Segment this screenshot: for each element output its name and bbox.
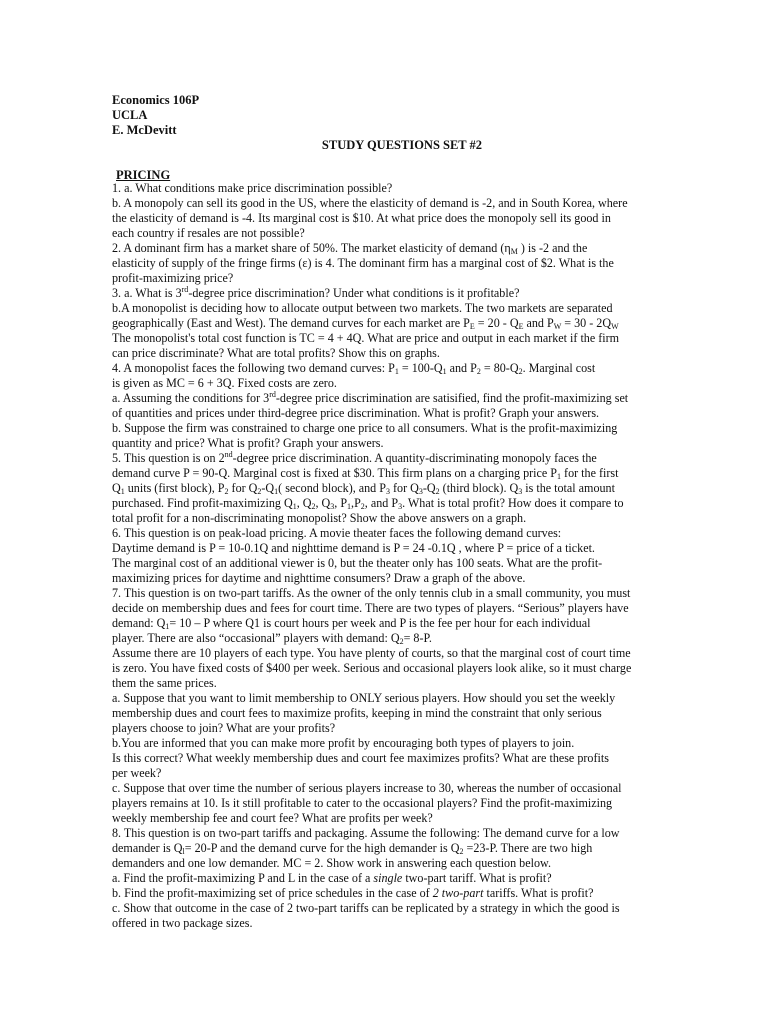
text-line: quantity and price? What is profit? Graph your answers.	[112, 436, 384, 450]
text-line: total profit for a non-discriminating monopolist? Show the above answers on a graph.	[112, 511, 527, 525]
text-line: players choose to join? What are your profits?	[112, 721, 336, 735]
text-line: The marginal cost of an additional viewer is 0, but the theater only has 100 seats. What are the profit-	[112, 556, 603, 570]
text-line: 2. A dominant firm has a market share of 50%. The market elasticity of demand ($\eta_M$ ) is -2 and the	[112, 241, 588, 256]
text-line: Daytime demand is P = 10-0.1Q and nighttime demand is P = 24 -0.1Q , where P = price of a ticket.	[112, 541, 595, 555]
text-line: can price discriminate? What are total profits? Show this on graphs.	[112, 346, 440, 360]
text-line: 5. This question is on 2nd-degree price discrimination. A quantity-discriminating monopoly faces the	[112, 451, 597, 465]
text-line: b.A monopolist is deciding how to allocate output between two markets. The two markets are separated	[112, 301, 613, 315]
text-line: weekly membership fee and court fee? What are profits per week?	[112, 811, 433, 825]
instructor-name: E. McDevitt	[112, 123, 177, 137]
text-line: a. Assuming the conditions for 3rd-degree price discrimination are satisified, find the profit-maximizing set	[112, 391, 629, 405]
text-line: a. Find the profit-maximizing P and L in the case of a single two-part tariff. What is profit?	[112, 871, 552, 885]
text-line: demand curve P = 90-Q. Marginal cost is fixed at $30. This firm plans on a charging price $P_1$ for the first	[112, 466, 619, 481]
text-line: c. Show that outcome in the case of 2 two-part tariffs can be replicated by a strategy in which the good is	[112, 901, 620, 915]
text-line: is given as MC = 6 + 3Q. Fixed costs are zero.	[112, 376, 337, 390]
text-line: of quantities and prices under third-degree price discrimination. What is profit? Graph your answers.	[112, 406, 600, 420]
text-line: 7. This question is on two-part tariffs. As the owner of the only tennis club in a small community, you must	[112, 586, 631, 600]
text-line: b. A monopoly can sell its good in the US, where the elasticity of demand is -2, and in South Korea, where	[112, 196, 628, 210]
text-line: player. There are also “occasional” players with demand: $Q_2= 8-P$.	[112, 631, 432, 646]
text-line: 6. This question is on peak-load pricing. A movie theater faces the following demand curves:	[112, 526, 562, 540]
text-line: 1. a. What conditions make price discrimination possible?	[112, 181, 393, 195]
text-line: them the same prices.	[112, 676, 217, 690]
text-line: decide on membership dues and fees for court time. There are two types of players. “Serious” players have	[112, 601, 629, 615]
text-line: a. Suppose that you want to limit membership to ONLY serious players. How should you set the weekly	[112, 691, 616, 705]
text-line: membership dues and court fees to maximize profits, keeping in mind the constraint that only serious	[112, 706, 602, 720]
section-heading: PRICING	[116, 168, 171, 182]
document-body	[112, 181, 652, 931]
text-line: Assume there are 10 players of each type. You have plenty of courts, so that the marginal cost of court time	[112, 646, 631, 660]
document-title: STUDY QUESTIONS SET #2	[321, 138, 483, 152]
text-line: demander is $Q_l= 20-P$ and the demand curve for the high demander is $Q_2 =23-P$. There are two high	[112, 841, 593, 856]
school-name: UCLA	[112, 108, 148, 122]
text-line: demand: $Q_1= 10 - P$ where Q1 is court hours per week and P is the fee per hour for each individual	[112, 616, 591, 631]
text-line: c. Suppose that over time the number of serious players increase to 30, whereas the number of occasional	[112, 781, 622, 795]
course-name: Economics 106P	[112, 93, 200, 107]
text-line: b.You are informed that you can make more profit by encouraging both types of players to join.	[112, 736, 575, 750]
text-line: 8. This question is on two-part tariffs and packaging. Assume the following: The demand curve for a low	[112, 826, 620, 840]
text-line: 3. a. What is 3rd-degree price discrimination? Under what conditions is it profitable?	[112, 286, 520, 300]
text-line: profit-maximizing price?	[112, 271, 234, 285]
text-line: maximizing prices for daytime and nighttime consumers? Draw a graph of the above.	[112, 571, 526, 585]
text-line: per week?	[112, 766, 162, 780]
text-line: purchased. Find profit-maximizing $Q_1$, $Q_2$, $Q_3$, $P_1,P_2$, and $P_3$. What is total profit? How does it compare to	[112, 496, 624, 511]
text-line: 4. A monopolist faces the following two demand curves: $P_1 = 100-Q_1$ and $P_2 = 80-Q_2$. Marginal cost	[112, 361, 596, 376]
document-header	[112, 93, 199, 138]
text-line: b. Suppose the firm was constrained to charge one price to all consumers. What is the profit-maximizing	[112, 421, 618, 435]
text-line: The monopolist's total cost function is TC = 4 + 4Q. What are price and output in each market if the firm	[112, 331, 620, 345]
text-line: offered in two package sizes.	[112, 916, 253, 930]
text-line: elasticity of supply of the fringe firms (ε) is 4. The dominant firm has a marginal cost of $2. What is the	[112, 256, 614, 270]
text-line: the elasticity of demand is -4. Its marginal cost is $10. At what price does the monopoly sell its good in	[112, 211, 611, 225]
text-line: each country if resales are not possible?	[112, 226, 305, 240]
text-line: geographically (East and West). The demand curves for each market are $P_E = 20 - Q_E$ and $P_W = 30 - 2Q_W$	[112, 316, 619, 331]
text-line: players remains at 10. Is it still profitable to cater to the occasional players? Find the profit-maximizing	[112, 796, 613, 810]
text-line: Is this correct? What weekly membership dues and court fee maximizes profits? What are these profits	[112, 751, 609, 765]
text-line: b. Find the profit-maximizing set of price schedules in the case of 2 two-part tariffs. What is profit?	[112, 886, 594, 900]
text-line: $Q_1$ units (first block), $P_2$ for $Q_2-Q_1$( second block), and $P_3$ for $Q_3-Q_2$ (third block). $Q_3$ is the total amount	[112, 481, 615, 496]
text-line: demanders and one low demander. MC = 2. Show work in answering each question below.	[112, 856, 551, 870]
text-line: is zero. You have fixed costs of $400 per week. Serious and occasional players look alike, so it must charge	[112, 661, 632, 675]
